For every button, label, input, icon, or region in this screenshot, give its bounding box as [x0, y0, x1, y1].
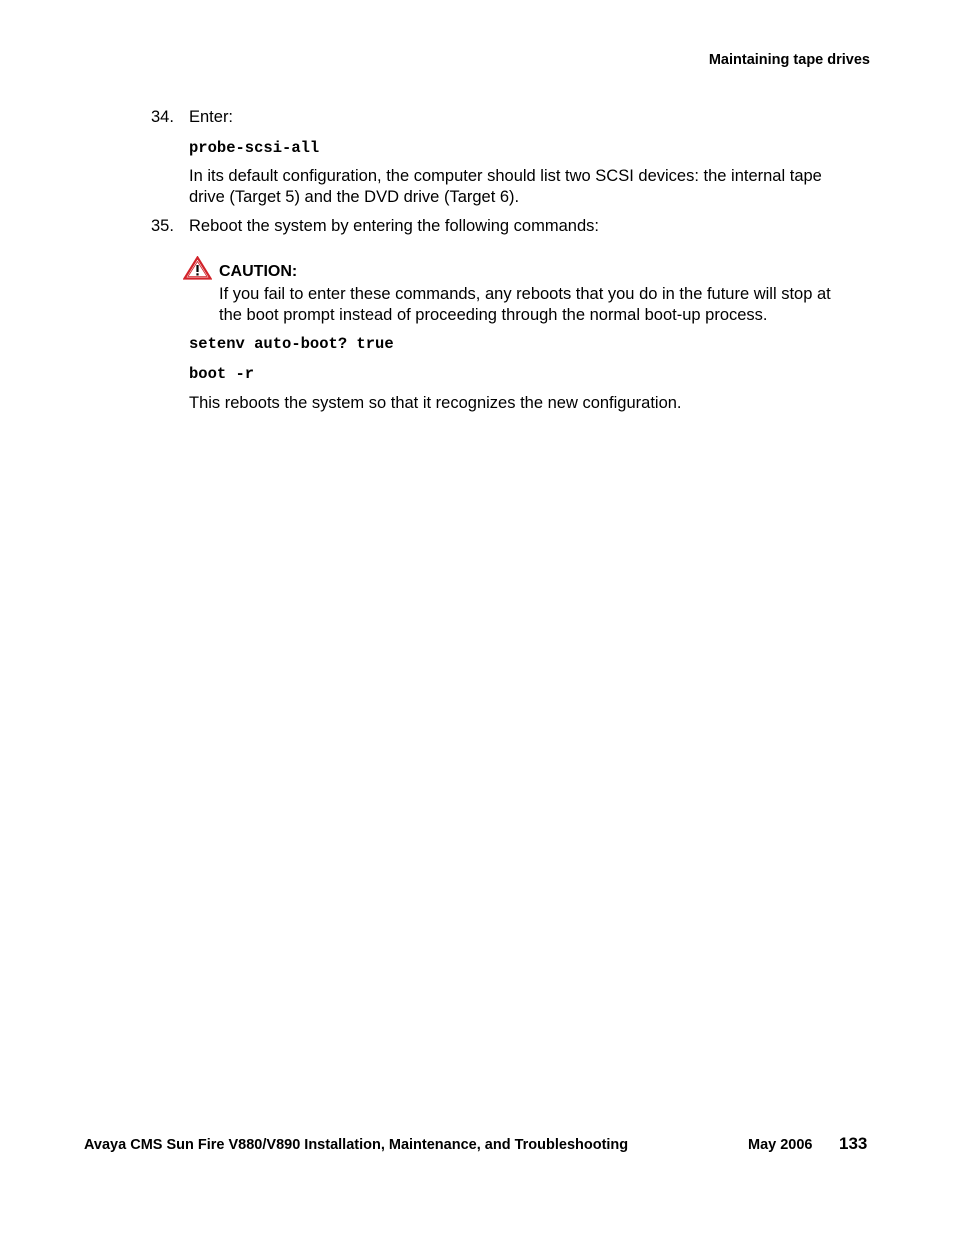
step-34-text: Enter:	[189, 108, 234, 126]
footer-date: May 2006	[748, 1137, 813, 1153]
step-34-result: In its default configuration, the computer should list two SCSI devices: the internal tape drive (Target 5) and the DVD drive (Target 6).	[189, 167, 822, 206]
page-number: 133	[839, 1134, 868, 1153]
step-35-result: This reboots the system so that it recognizes the new configuration.	[189, 394, 682, 412]
command-probe-scsi-all: probe-scsi-all	[189, 139, 320, 157]
running-header: Maintaining tape drives	[708, 52, 870, 68]
footer-document-title: Avaya CMS Sun Fire V880/V890 Installation, Maintenance, and Troubleshooting	[84, 1137, 629, 1153]
step-35-number: 35.	[151, 217, 174, 235]
warning-triangle-icon	[183, 256, 212, 280]
command-boot-r: boot -r	[189, 365, 255, 383]
step-35-text: Reboot the system by entering the following commands:	[189, 217, 599, 235]
step-34-number: 34.	[151, 108, 174, 126]
caution-title: CAUTION:	[219, 263, 298, 280]
caution-text: If you fail to enter these commands, any reboots that you do in the future will stop at the boot prompt instead of proceeding through the normal boot-up process.	[219, 285, 831, 324]
command-setenv-auto-boot: setenv auto-boot? true	[189, 335, 394, 353]
